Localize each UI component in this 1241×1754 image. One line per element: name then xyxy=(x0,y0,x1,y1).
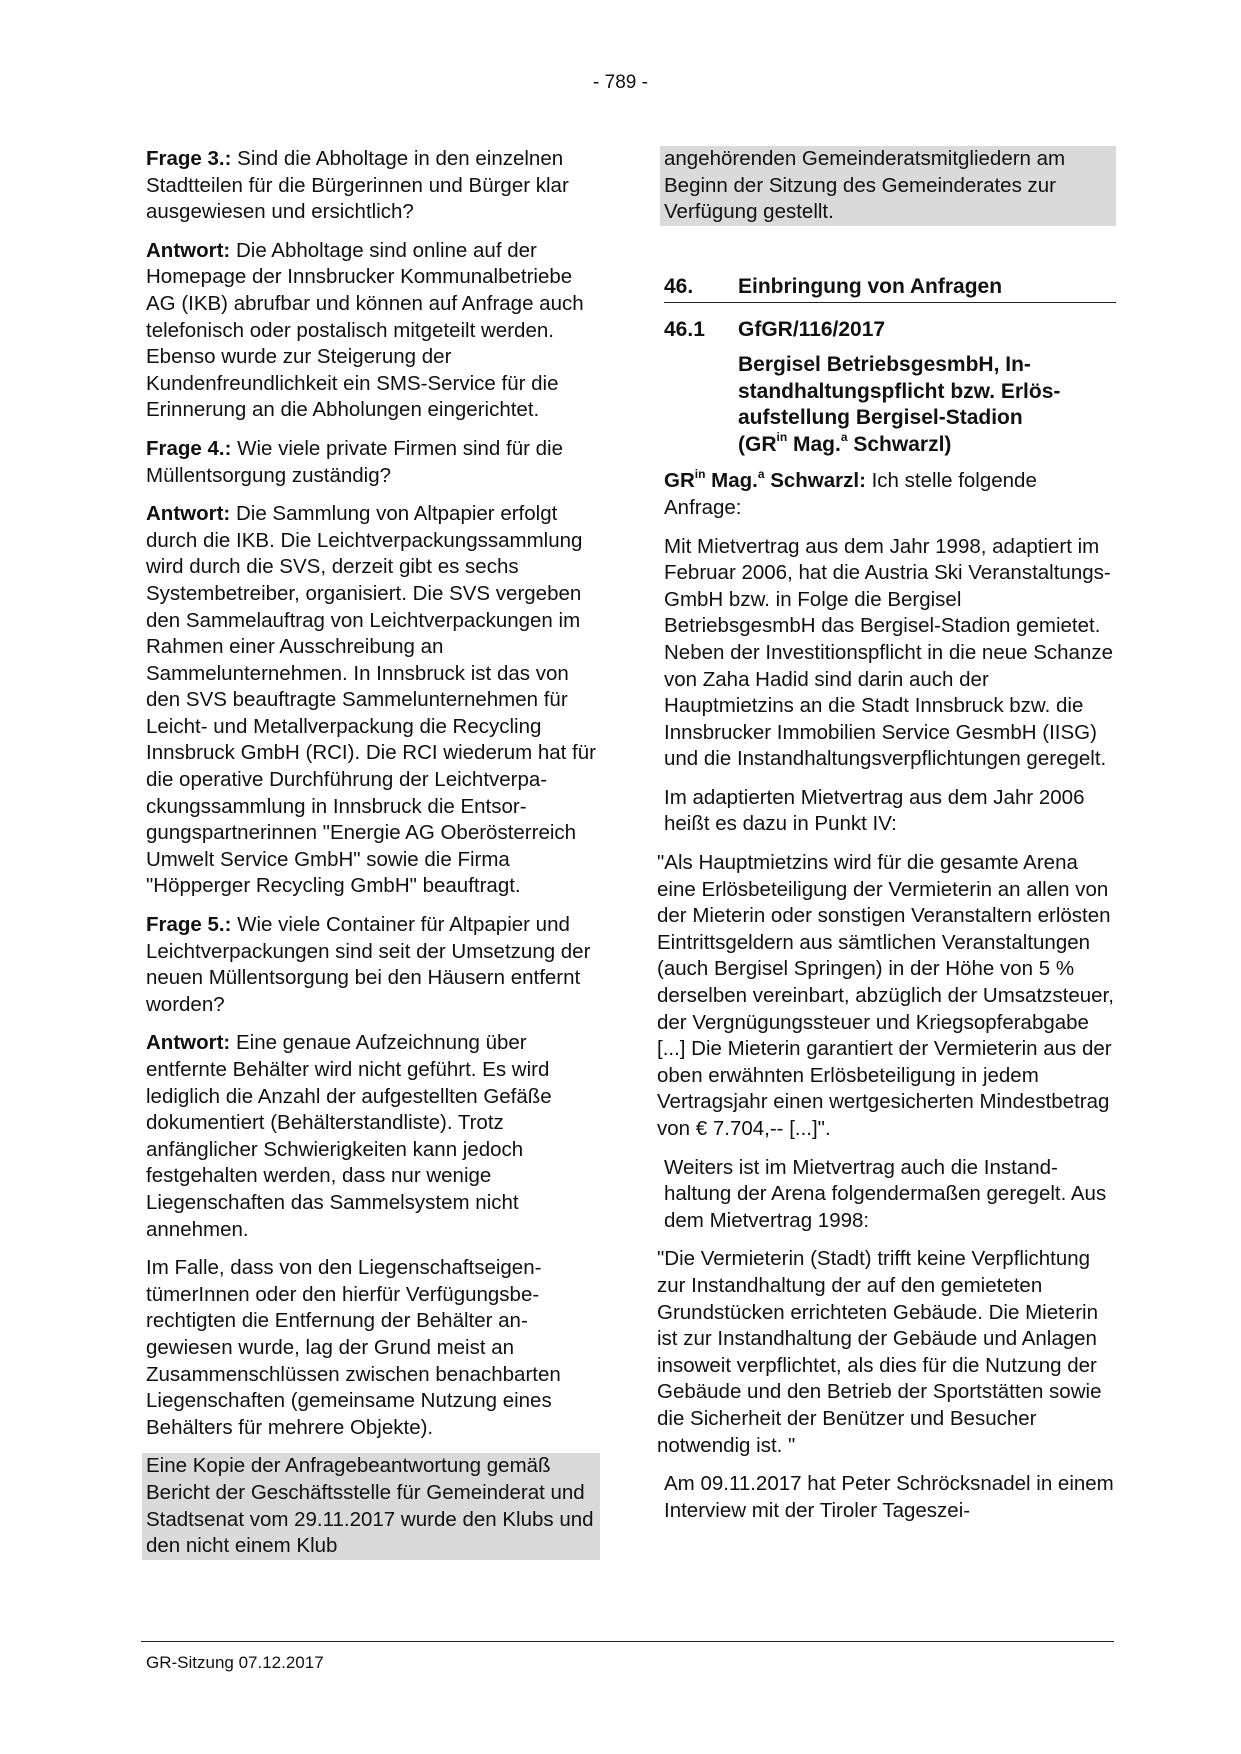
answer-4 xyxy=(146,501,600,900)
question-3-label: Frage 3.: xyxy=(146,147,232,170)
answer-5 xyxy=(146,1030,600,1243)
answer-5-text: Eine genaue Aufzeichnung über entfernte Behälter wird nicht geführt. Es wird lediglich die Anzahl der aufgestellten Gefäße dokumentiert (Behälterstandliste). Trotz anfänglicher Schwierigkeiten kann jedoch festgehalten werden, dass nur wenige Liegenschaften das Sammelsystem nicht annehmen. xyxy=(146,1031,552,1241)
subsection-title-part: (GR xyxy=(738,432,777,456)
speaker-intro xyxy=(664,468,1116,521)
quote-vermieterin: "Die Vermieterin (Stadt) trifft keine Verpflichtung zur Instandhaltung der auf den gemieteten Grundstücken errichteten Gebäude. Die Mieterin ist zur Instandhaltung der Gebäude und Anlagen insoweit verpflichtet, als dies für die Nutzung der Gebäude und den Betrieb der Sportstätten sowie die Sicherheit der Benützer und Besucher notwendig ist. " xyxy=(657,1247,1102,1457)
section-heading xyxy=(664,274,1116,304)
subsection-title xyxy=(738,352,1116,458)
subsection-title-part: Schwarzl) xyxy=(847,432,952,456)
subsection-id: GfGR/116/2017 xyxy=(738,318,886,342)
superscript: in xyxy=(694,466,706,481)
speaker-name-part: GR xyxy=(664,469,695,493)
right-column xyxy=(657,146,1116,1536)
shaded-note: Eine Kopie der Anfragebeantwortung gemäß Bericht der Geschäftsstelle für Gemeinderat und Stadtsenat vom 29.11.2017 wurde den Klubs und den nicht einem Klub xyxy=(142,1453,600,1559)
paragraph-mietvertrag: Mit Mietvertrag aus dem Jahr 1998, adaptiert im Februar 2006, hat die Austria Ski Veranstaltungs-GmbH bzw. in Folge die Bergisel BetriebsgesmbH das Bergisel-Stadion gemietet. Neben der Investitionspflicht in die neue Schanze von Zaha Hadid sind darin auch der Hauptmietzins an die Stadt Innsbruck bzw. die Innsbrucker Immobilien Service GesmbH (IISG) und die Instandhaltungsverpflichtungen geregelt. xyxy=(664,534,1114,771)
superscript: a xyxy=(840,429,848,444)
speaker-text: Ich stelle folgende Anfrage: xyxy=(664,469,1037,519)
answer-3-label: Antwort: xyxy=(146,238,231,262)
subsection-number: 46.1 xyxy=(664,318,705,342)
question-3-text: Sind die Abholtage in den einzelnen Stadtteilen für die Bürgerinnen und Bürger klar ausgewiesen und ersichtlich? xyxy=(146,147,569,224)
footer-text: GR-Sitzung 07.12.2017 xyxy=(146,1653,324,1672)
superscript: in xyxy=(776,429,788,444)
paragraph-instandhaltung: Weiters ist im Mietvertrag auch die Instandhaltung der Arena folgendermaßen geregelt. Aus dem Mietvertrag 1998: xyxy=(664,1155,1107,1232)
left-column xyxy=(146,146,600,1572)
question-4-text: Wie viele private Firmen sind für die Müllentsorgung zuständig? xyxy=(146,436,563,487)
paragraph-interview: Am 09.11.2017 hat Peter Schröcksnadel in einem Interview mit der Tiroler Tageszei- xyxy=(664,1472,1114,1522)
speaker-name-part: Mag. xyxy=(705,469,758,493)
answer-3 xyxy=(146,238,600,424)
question-3 xyxy=(146,146,600,226)
answer-3-text: Die Abholtage sind online auf der Homepage der Innsbrucker Kommunalbetriebe AG (IKB) abrufbar und können auf Anfrage auch telefonisch oder postalisch mitgeteilt werden. Ebenso wurde zur Steigerung der Kundenfreundlichkeit ein SMS-Service für die Erinnerung an die Abholungen eingerichtet. xyxy=(146,238,584,422)
question-4 xyxy=(146,436,600,489)
subsection-title-line: Bergisel BetriebsgesmbH, Instandhaltungspflicht bzw. Erlösaufstellung Bergisel-Stadion xyxy=(738,352,1061,430)
question-4-label: Frage 4.: xyxy=(146,436,232,460)
subsection-title-part: Mag. xyxy=(787,432,841,456)
section-number: 46. xyxy=(664,274,694,298)
section-title: Einbringung von Anfragen xyxy=(738,274,1003,298)
answer-4-label: Antwort: xyxy=(146,502,231,526)
question-5-label: Frage 5.: xyxy=(146,913,232,937)
speaker-name-part: Schwarzl: xyxy=(764,469,866,493)
question-5-text: Wie viele Container für Altpapier und Leichtverpackungen sind seit der Umsetzung der neuen Müllentsorgung bei den Häusern entfernt worden? xyxy=(146,913,591,1016)
superscript: a xyxy=(757,466,765,481)
quote-hauptmietzins: "Als Hauptmietzins wird für die gesamte Arena eine Erlösbeteiligung der Vermieterin an allen von der Mieterin oder sonstigen Veranstaltern erlösten Eintrittsgeldern aus sämtlichen Veranstaltungen (auch Bergisel Springen) in der Höhe von 5 % derselben vereinbart, abzüglich der Umsatzsteuer, der Vergnügungssteuer und Kriegsopferabgabe [...] Die Mieterin garantiert der Vermieterin aus der oben erwähnten Erlösbeteiligung in jedem Vertragsjahr einen wertgesicherten Mindestbetrag von € 7.704,-- [...]". xyxy=(657,851,1114,1140)
shaded-note-continued: angehörenden Gemeinderatsmitgliedern am Beginn der Sitzung des Gemeinderates zur Verfügung gestellt. xyxy=(660,146,1116,226)
page-number: - 789 - xyxy=(593,72,648,93)
answer-5-label: Antwort: xyxy=(146,1031,231,1055)
footer-divider xyxy=(141,1641,1114,1642)
answer-4-text: Die Sammlung von Altpapier erfolgt durch die IKB. Die Leichtverpackungssammlung wird durch die SVS, derzeit gibt es sechs Systembetreiber, organisiert. Die SVS vergeben den Sammelauftrag von Leichtverpackungen im Rahmen einer Ausschreibung an Sammelunternehmen. In Innsbruck ist das von den SVS beauftragte Sammelunternehmen für Leicht- und Metallverpackung die Recycling Innsbruck GmbH (RCI). Die RCI wiederum hat für die operative Durchführung der Leichtverpackungssammlung in Innsbruck die Entsorgungspartnerinnen "Energie AG Oberösterreich Umwelt Service GmbH" sowie die Firma "Höpperger Recycling GmbH" beauftragt. xyxy=(146,502,596,898)
paragraph-im-falle: Im Falle, dass von den LiegenschaftseigentümerInnen oder den hierfür Verfügungsberechtigten die Entfernung der Behälter angewiesen wurde, lag der Grund meist an Zusammenschlüssen zwischen benachbarten Liegenschaften (gemeinsame Nutzung eines Behälters für mehrere Objekte). xyxy=(146,1256,561,1439)
paragraph-punkt-iv: Im adaptierten Mietvertrag aus dem Jahr 2006 heißt es dazu in Punkt IV: xyxy=(664,785,1085,836)
subsection-heading xyxy=(664,317,1116,344)
question-5 xyxy=(146,912,600,1018)
speaker-name xyxy=(664,466,866,493)
